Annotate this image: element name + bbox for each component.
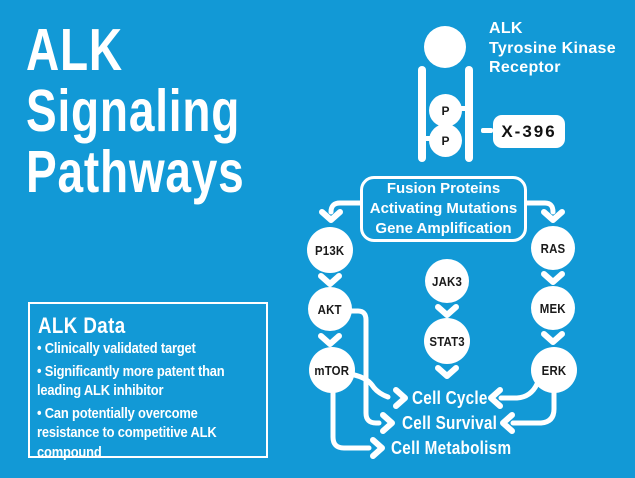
phosphorylation-site-icon <box>429 124 462 157</box>
node-akt <box>308 287 352 331</box>
alteration-item: Activating Mutations <box>369 200 518 217</box>
page-title-line: ALK <box>26 17 123 83</box>
receptor-label-line: Receptor <box>489 59 561 76</box>
arrow-down-icon-ras-mek <box>544 274 562 282</box>
arrow-down-icon-akt-mtor <box>321 336 339 344</box>
receptor-extracellular-domain-icon <box>424 26 466 68</box>
connector-box-to-ras <box>527 203 553 212</box>
node-p13k <box>307 227 353 273</box>
phosphorylation-site-icon <box>429 94 462 127</box>
node-erk <box>531 347 577 393</box>
page-title-line: Pathways <box>26 139 245 205</box>
node-mek <box>531 286 575 330</box>
node-label: STAT3 <box>429 333 465 349</box>
node-label: JAK3 <box>432 273 462 289</box>
arrow-down-icon-mek-erk <box>544 334 562 342</box>
page-title-line: Signaling <box>26 78 241 144</box>
arrow-right-icon-cell-metabolism <box>373 440 382 456</box>
phospho-label: P <box>441 133 450 148</box>
bullet-item: • Clinically validated target <box>37 340 196 357</box>
receptor-label <box>489 19 616 78</box>
inhibitor-badge <box>493 115 565 148</box>
arrow-down-icon-stat3-outputs <box>438 368 456 376</box>
alterations-box <box>360 176 527 242</box>
inhibitor-connector-tick <box>481 128 493 133</box>
output-cell-cycle: Cell Cycle <box>412 388 488 408</box>
alk-data-bullets <box>37 339 257 465</box>
page-title <box>26 17 354 205</box>
connector-box-to-p13k <box>331 203 360 212</box>
alteration-item: Fusion Proteins <box>386 180 501 197</box>
node-label: P13K <box>315 242 345 258</box>
receptor-label-line: ALK <box>489 20 523 37</box>
node-ras <box>531 226 575 270</box>
node-label: ERK <box>541 362 567 378</box>
node-label: AKT <box>317 301 343 317</box>
alteration-item: Gene Amplification <box>375 220 512 237</box>
bullet-item: • Can potentially overcome resistance to competitive ALK compound <box>37 404 217 461</box>
output-cell-survival: Cell Survival <box>402 413 498 433</box>
output-cell-metabolism: Cell Metabolism <box>391 438 512 458</box>
bullet-item: • Significantly more patent than leading ALK inhibitor <box>37 362 225 399</box>
receptor-label-line: Tyrosine Kinase <box>489 39 616 57</box>
receptor-transmembrane-bar-icon <box>418 66 426 162</box>
arrow-down-icon-p13k-akt <box>321 276 339 284</box>
arrow-right-icon-cell-survival <box>383 415 392 431</box>
connector-mtor-to-cell-cycle <box>350 374 388 397</box>
node-jak3 <box>425 259 469 303</box>
arrow-right-icon-cell-cycle <box>396 390 405 406</box>
node-label: MEK <box>540 300 566 316</box>
node-label: mTOR <box>314 362 350 378</box>
phospho-label: P <box>441 103 450 118</box>
node-label: RAS <box>540 240 566 256</box>
connector-erk-to-cell-cycle <box>501 384 537 398</box>
receptor-transmembrane-bar-icon <box>465 66 473 162</box>
inhibitor-label: X-396 <box>501 121 557 141</box>
node-mtor <box>309 347 355 393</box>
arrow-down-icon-jak3-stat3 <box>438 307 456 315</box>
node-stat3 <box>424 318 470 364</box>
alk-data-title: ALK Data <box>38 313 126 338</box>
